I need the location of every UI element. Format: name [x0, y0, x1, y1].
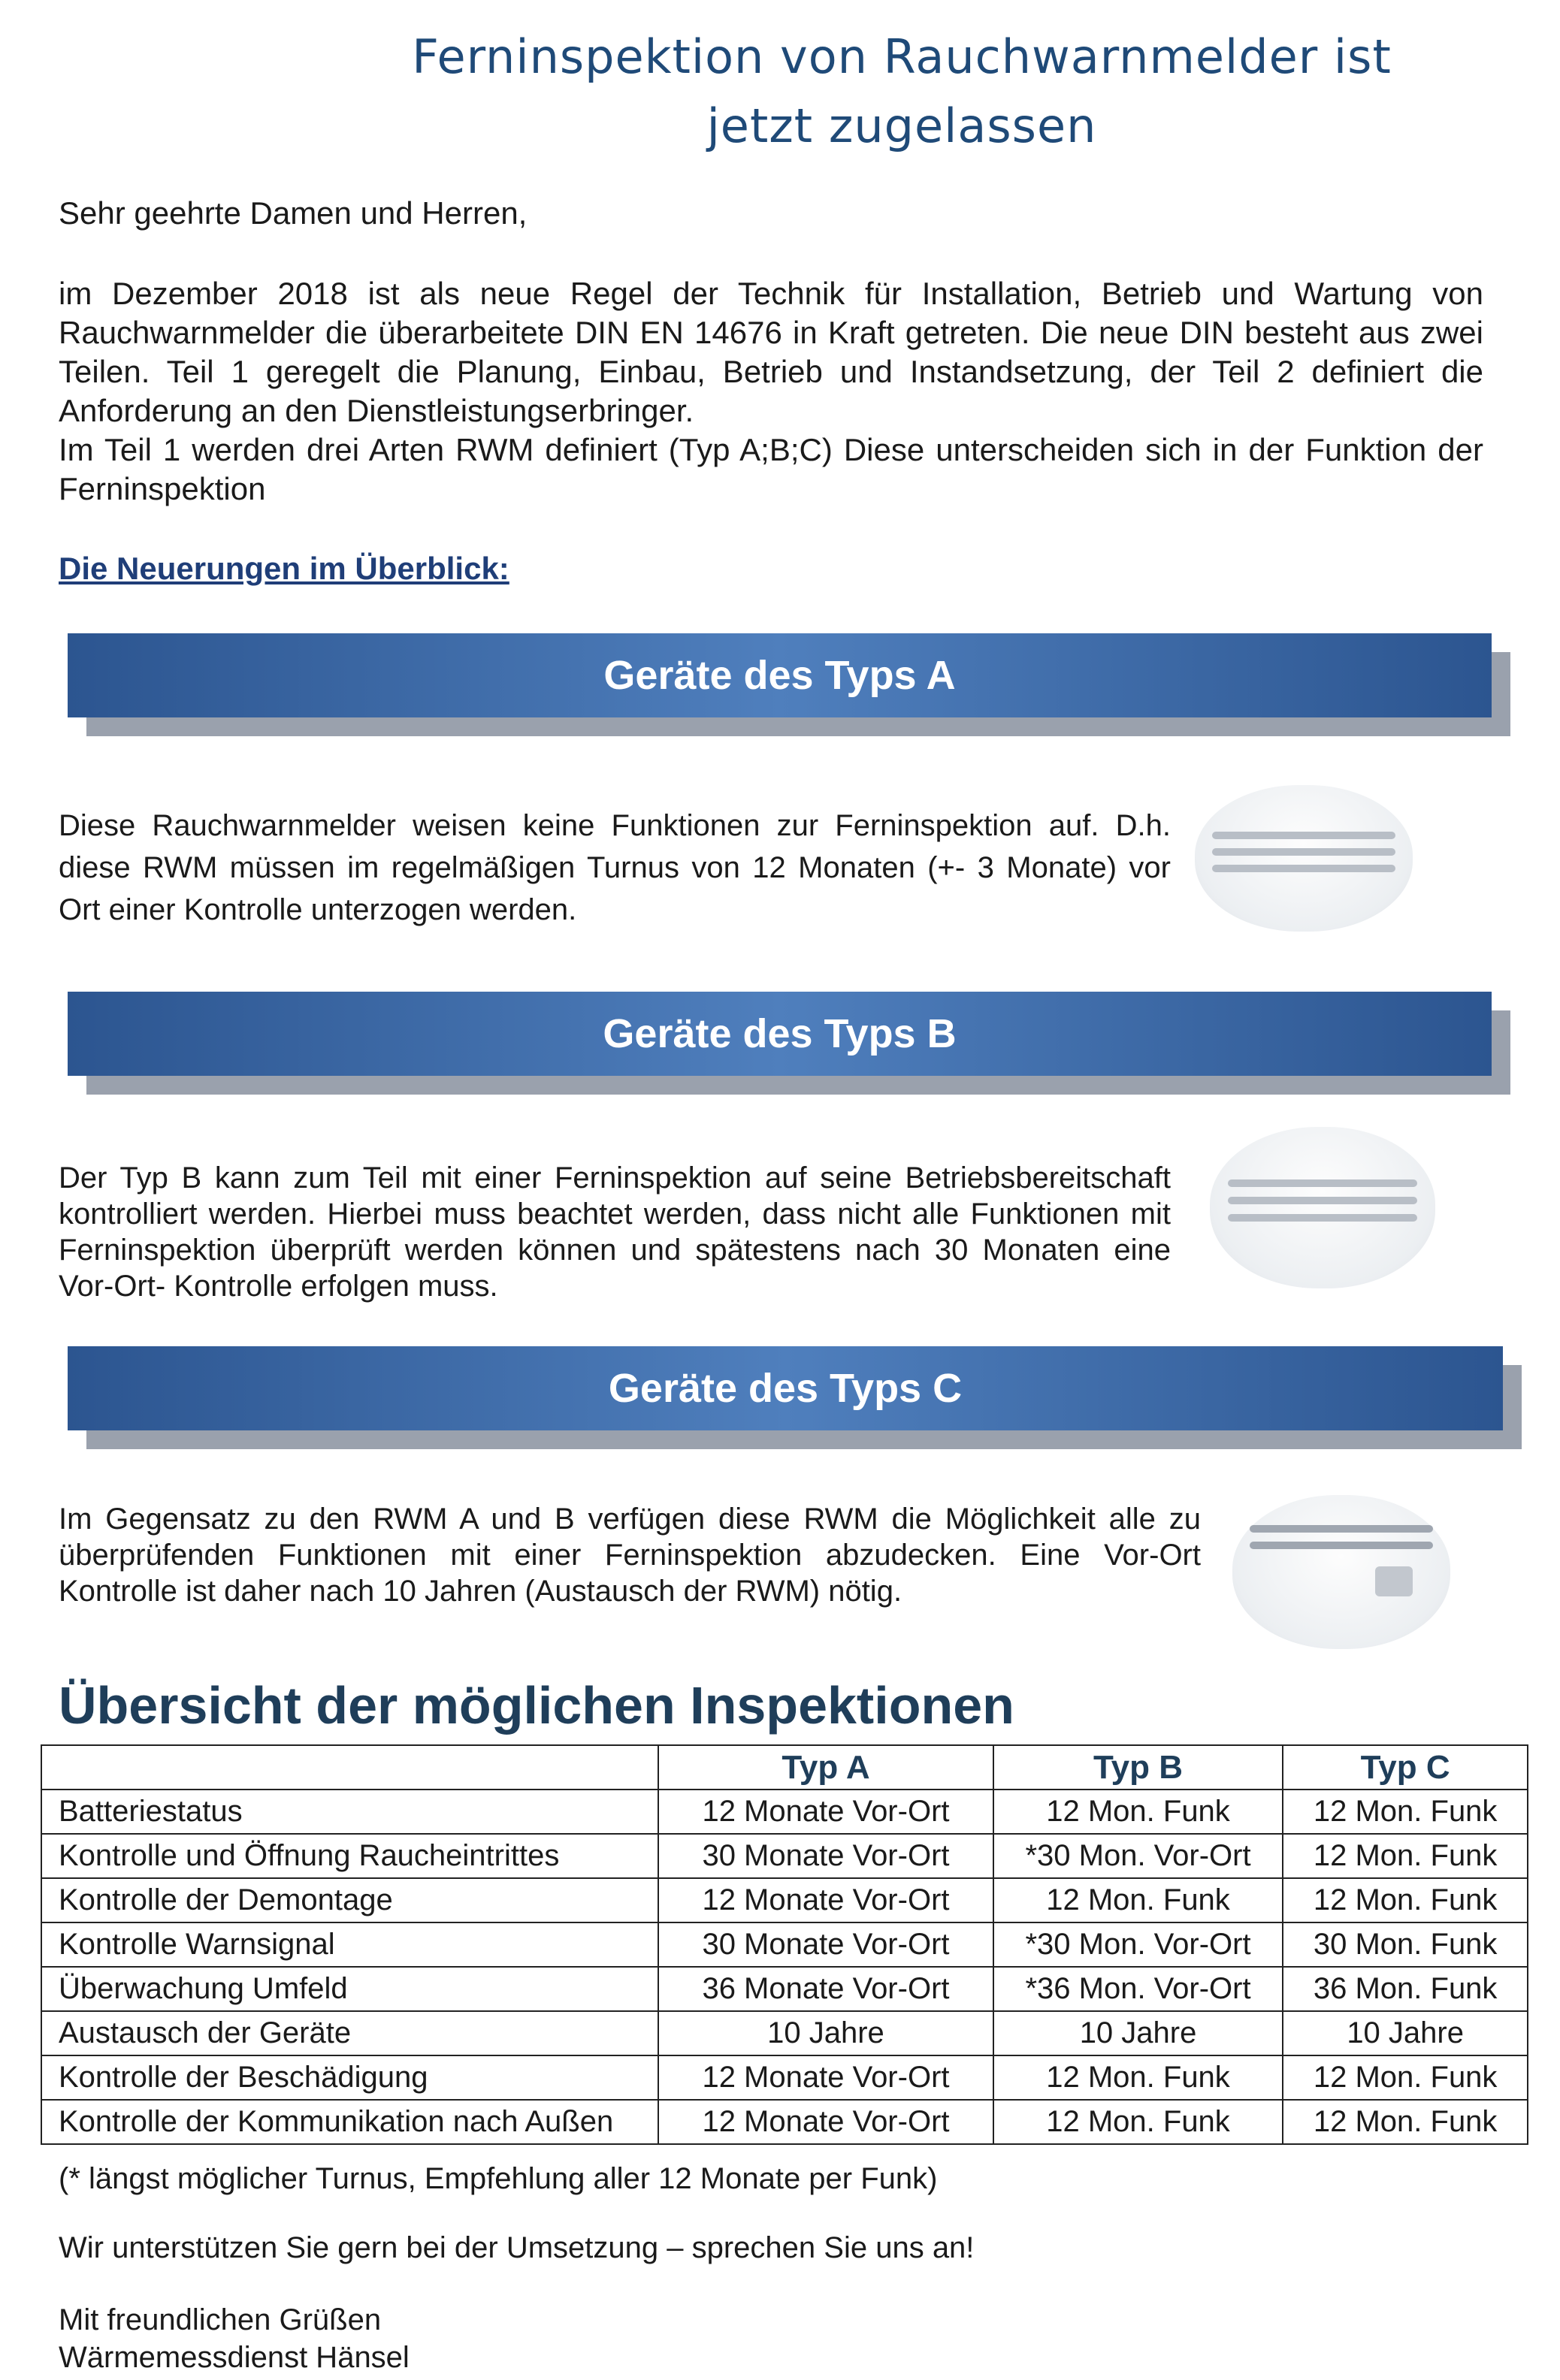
- table-row: [41, 2011, 1528, 2055]
- row-label: Kontrolle der Beschädigung: [41, 2055, 658, 2100]
- smoke-detector-c-image: [1232, 1495, 1450, 1649]
- regards: Mit freundlichen Grüßen: [59, 2303, 382, 2336]
- table-row: [41, 2100, 1528, 2144]
- table-row: [41, 1878, 1528, 1922]
- section-a-text: Diese Rauchwarnmelder weisen keine Funktionen zur Ferninspektion auf. D.h. diese RWM müssen im regelmäßigen Turnus von 12 Monaten (+- 3 Monate) vor Ort einer Kontrolle unterzogen werden.: [59, 809, 1171, 926]
- cell-typ-a: 12 Monate Vor-Ort: [658, 2055, 993, 2100]
- cell-typ-a: 10 Jahre: [658, 2011, 993, 2055]
- document-title: [376, 23, 1428, 161]
- overview-heading: Die Neuerungen im Überblick:: [59, 551, 509, 586]
- cell-typ-b: 12 Mon. Funk: [993, 2055, 1283, 2100]
- table-row: [41, 2055, 1528, 2100]
- cell-typ-a: 36 Monate Vor-Ort: [658, 1967, 993, 2011]
- closing-line: Wir unterstützen Sie gern bei der Umsetzung – sprechen Sie uns an!: [59, 2231, 975, 2264]
- cell-typ-c: 10 Jahre: [1283, 2011, 1528, 2055]
- cell-typ-c: 36 Mon. Funk: [1283, 1967, 1528, 2011]
- footnote: (* längst möglicher Turnus, Empfehlung aller 12 Monate per Funk): [59, 2162, 938, 2195]
- title-line-2: jetzt zugelassen: [706, 98, 1097, 153]
- inspection-table: [41, 1744, 1528, 2145]
- intro-paragraph-2: Im Teil 1 werden drei Arten RWM definiert (Typ A;B;C) Diese unterscheiden sich in der Funktion der Ferninspektion: [59, 432, 1483, 506]
- row-label: Kontrolle der Demontage: [41, 1878, 658, 1922]
- cell-typ-a: 12 Monate Vor-Ort: [658, 1878, 993, 1922]
- table-heading: Übersicht der möglichen Inspektionen: [59, 1676, 1014, 1735]
- cell-typ-c: 30 Mon. Funk: [1283, 1922, 1528, 1967]
- cell-typ-a: 12 Monate Vor-Ort: [658, 1790, 993, 1834]
- row-label: Überwachung Umfeld: [41, 1967, 658, 2011]
- row-label: Austausch der Geräte: [41, 2011, 658, 2055]
- table-row: [41, 1922, 1528, 1967]
- cell-typ-b: *36 Mon. Vor-Ort: [993, 1967, 1283, 2011]
- company-name: Wärmemessdienst Hänsel: [59, 2341, 410, 2374]
- table-row: [41, 1834, 1528, 1878]
- cell-typ-b: *30 Mon. Vor-Ort: [993, 1922, 1283, 1967]
- section-c-heading: Geräte des Typs C: [68, 1346, 1503, 1430]
- header-empty: [41, 1745, 658, 1790]
- section-b-heading: Geräte des Typs B: [68, 992, 1492, 1076]
- cell-typ-b: 12 Mon. Funk: [993, 2100, 1283, 2144]
- cell-typ-a: 30 Monate Vor-Ort: [658, 1834, 993, 1878]
- cell-typ-c: 12 Mon. Funk: [1283, 1790, 1528, 1834]
- section-c-text: Im Gegensatz zu den RWM A und B verfügen diese RWM die Möglichkeit alle zu überprüfenden Funktionen mit einer Ferninspektion abzudecken. Eine Vor-Ort Kontrolle ist daher nach 10 Jahren (Austausch der RWM) nötig.: [59, 1503, 1201, 1608]
- row-label: Batteriestatus: [41, 1790, 658, 1834]
- cell-typ-c: 12 Mon. Funk: [1283, 1834, 1528, 1878]
- cell-typ-b: 12 Mon. Funk: [993, 1878, 1283, 1922]
- cell-typ-a: 12 Monate Vor-Ort: [658, 2100, 993, 2144]
- table-header-row: [41, 1745, 1528, 1790]
- cell-typ-b: 10 Jahre: [993, 2011, 1283, 2055]
- cell-typ-a: 30 Monate Vor-Ort: [658, 1922, 993, 1967]
- row-label: Kontrolle der Kommunikation nach Außen: [41, 2100, 658, 2144]
- header-typ-a: Typ A: [658, 1745, 993, 1790]
- header-typ-b: Typ B: [993, 1745, 1283, 1790]
- cell-typ-c: 12 Mon. Funk: [1283, 2055, 1528, 2100]
- section-b-text: Der Typ B kann zum Teil mit einer Ferninspektion auf seine Betriebsbereitschaft kontrolliert werden. Hierbei muss beachtet werden, dass nicht alle Funktionen mit Ferninspektion überprüft werden können und spätestens nach 30 Monaten eine Vor-Ort- Kontrolle erfolgen muss.: [59, 1161, 1171, 1303]
- table-row: [41, 1790, 1528, 1834]
- salutation: Sehr geehrte Damen und Herren,: [59, 195, 528, 231]
- table-row: [41, 1967, 1528, 2011]
- cell-typ-c: 12 Mon. Funk: [1283, 1878, 1528, 1922]
- row-label: Kontrolle und Öffnung Raucheintrittes: [41, 1834, 658, 1878]
- cell-typ-c: 12 Mon. Funk: [1283, 2100, 1528, 2144]
- title-line-1: Ferninspektion von Rauchwarnmelder ist: [412, 29, 1392, 84]
- smoke-detector-a-image: [1195, 785, 1413, 932]
- smoke-detector-b-image: [1210, 1127, 1435, 1288]
- cell-typ-b: *30 Mon. Vor-Ort: [993, 1834, 1283, 1878]
- section-a-heading: Geräte des Typs A: [68, 633, 1492, 717]
- header-typ-c: Typ C: [1283, 1745, 1528, 1790]
- cell-typ-b: 12 Mon. Funk: [993, 1790, 1283, 1834]
- intro-paragraph-1: im Dezember 2018 ist als neue Regel der Technik für Installation, Betrieb und Wartung von Rauchwarnmelder die überarbeitete DIN EN 14676 in Kraft getreten. Die neue DIN besteht aus zwei Teilen. Teil 1 geregelt die Planung, Einbau, Betrieb und Instandsetzung, der Teil 2 definiert die Anforderung an den Dienstleistungserbringer.: [59, 276, 1483, 428]
- row-label: Kontrolle Warnsignal: [41, 1922, 658, 1967]
